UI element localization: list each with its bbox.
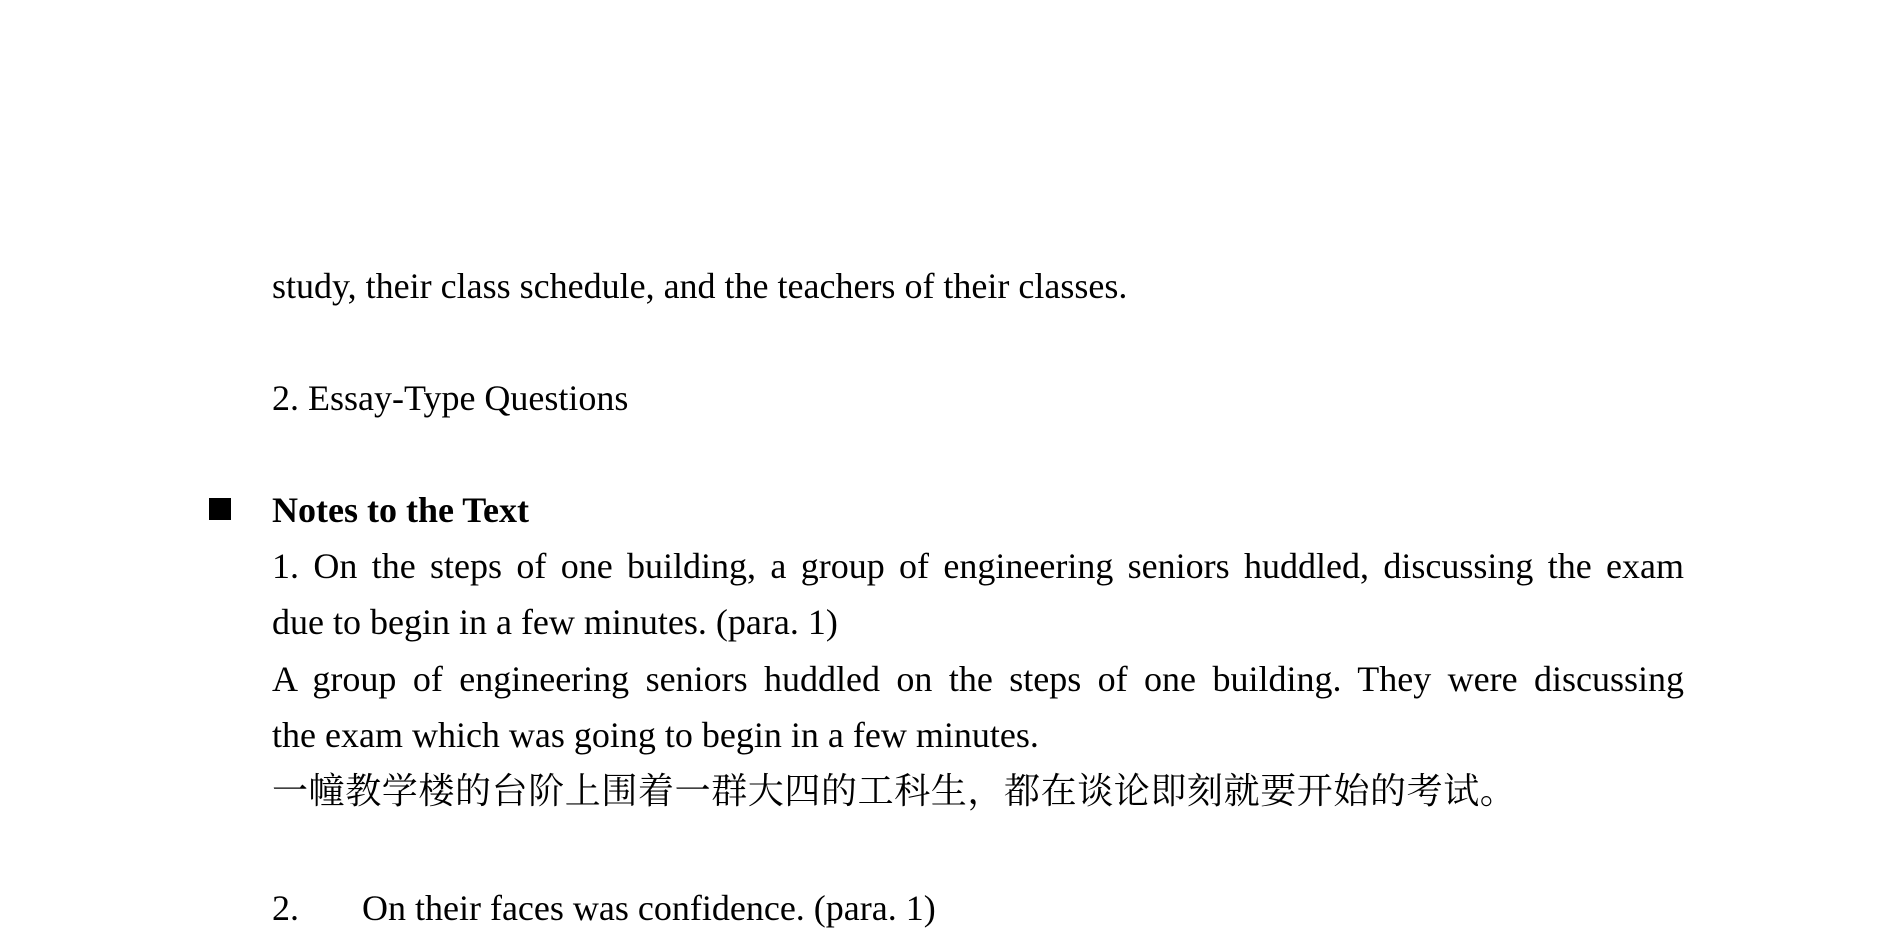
continuation-line: study, their class schedule, and the teachers of their classes.: [272, 266, 1128, 306]
note1-paraphrase-line-1: A group of engineering seniors huddled on the steps of one building. They were discussing: [272, 659, 1684, 699]
note1-quote-line-2: due to begin in a few minutes. (para. 1): [272, 602, 838, 642]
black-square-bullet-icon: [209, 498, 231, 520]
note1-chinese-translation: 一幢教学楼的台阶上围着一群大四的工科生，都在谈论即刻就要开始的考试。: [272, 771, 1517, 812]
note2-number: 2.: [272, 888, 299, 928]
note1-quote-line-1: 1. On the steps of one building, a group of engineering seniors huddled, discussing the exam: [272, 546, 1684, 586]
note1-paraphrase-line-2: the exam which was going to begin in a few minutes.: [272, 715, 1039, 755]
note2-partial-line: [272, 880, 936, 936]
notes-heading: Notes to the Text: [272, 490, 529, 530]
essay-questions-heading: 2. Essay-Type Questions: [272, 378, 629, 418]
note2-quote: On their faces was confidence. (para. 1): [362, 888, 936, 928]
